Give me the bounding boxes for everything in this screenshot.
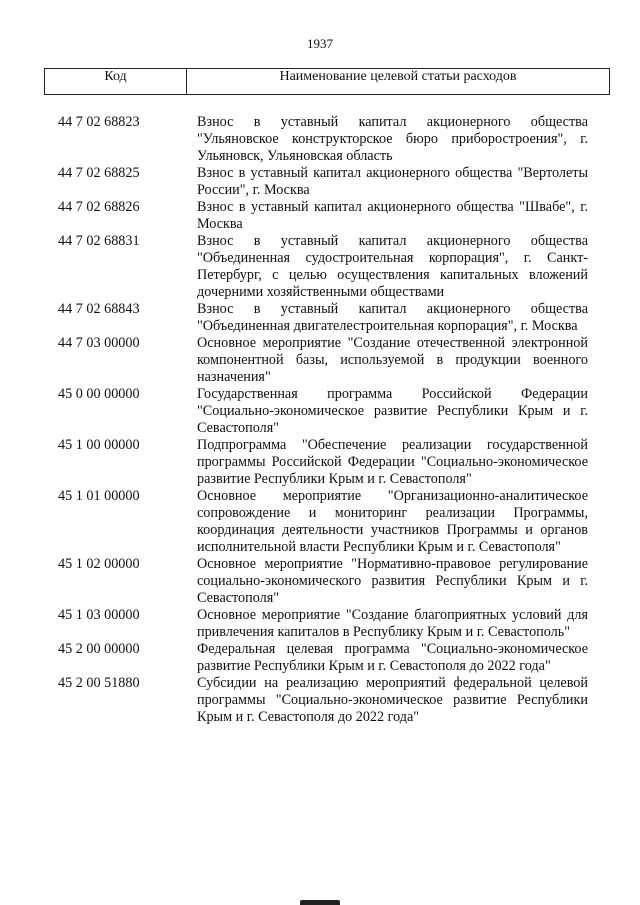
table-row [58, 641, 588, 675]
row-code: 44 7 02 68843 [58, 301, 140, 317]
row-description: Взнос в уставный капитал акционерного общества "Швабе", г. Москва [197, 199, 588, 232]
table-row [58, 335, 588, 386]
row-description: Взнос в уставный капитал акционерного общества "Вертолеты России", г. Москва [197, 165, 588, 198]
row-description: Взнос в уставный капитал акционерного общества "Объединенная двигателестроительная корпорация", г. Москва [197, 301, 588, 334]
row-code: 44 7 02 68826 [58, 199, 140, 215]
row-code: 44 7 02 68831 [58, 233, 140, 249]
table-header [44, 68, 610, 95]
table-row [58, 199, 588, 233]
binding-mark [300, 900, 340, 905]
table-row [58, 556, 588, 607]
row-code: 45 0 00 00000 [58, 386, 140, 402]
row-description: Государственная программа Российской Федерации "Социально-экономическое развитие Республики Крым и г. Севастополя" [197, 386, 588, 436]
row-code: 45 1 02 00000 [58, 556, 140, 572]
row-description: Основное мероприятие "Организационно-аналитическое сопровождение и мониторинг реализации Программы, координация деятельности участников Программы и органов исполнительной власти Республики Крым и г. Севастополя" [197, 488, 588, 555]
row-code: 45 1 00 00000 [58, 437, 140, 453]
row-code: 45 1 01 00000 [58, 488, 140, 504]
row-description: Основное мероприятие "Создание отечественной электронной компонентной базы, используемой в продукции военного назначения" [197, 335, 588, 385]
table-row [58, 165, 588, 199]
row-code: 45 1 03 00000 [58, 607, 140, 623]
row-code: 45 2 00 51880 [58, 675, 140, 691]
row-code: 44 7 02 68823 [58, 114, 140, 130]
table-row [58, 488, 588, 556]
row-description: Основное мероприятие "Создание благоприятных условий для привлечения капиталов в Республику Крым и г. Севастополь" [197, 607, 588, 640]
row-code: 44 7 02 68825 [58, 165, 140, 181]
column-header-code: Код [45, 69, 187, 94]
table-row [58, 114, 588, 165]
row-description: Взнос в уставный капитал акционерного общества "Ульяновское конструкторское бюро приборостроения", г. Ульяновск, Ульяновская область [197, 114, 588, 164]
table-row [58, 301, 588, 335]
table-row [58, 675, 588, 726]
row-description: Основное мероприятие "Нормативно-правовое регулирование социально-экономического развития Республики Крым и г. Севастополя" [197, 556, 588, 606]
page-number: 1937 [307, 36, 333, 51]
row-description: Субсидии на реализацию мероприятий федеральной целевой программы "Социально-экономическое развитие Республики Крым и г. Севастополя до 2022 года" [197, 675, 588, 725]
column-header-name: Наименование целевой статьи расходов [279, 69, 517, 84]
table-row [58, 607, 588, 641]
row-code: 44 7 03 00000 [58, 335, 140, 351]
row-code: 45 2 00 00000 [58, 641, 140, 657]
row-description: Подпрограмма "Обеспечение реализации государственной программы Российской Федерации "Социально-экономическое развитие Республики Крым и г. Севастополя" [197, 437, 588, 487]
table-row [58, 233, 588, 301]
table-row [58, 437, 588, 488]
table-row [58, 386, 588, 437]
row-description: Взнос в уставный капитал акционерного общества "Объединенная судостроительная корпорация", г. Санкт-Петербург, с целью осуществления капитальных вложений дочерними хозяйственными обществами [197, 233, 588, 300]
table-body [58, 114, 588, 726]
row-description: Федеральная целевая программа "Социально-экономическое развитие Республики Крым и г. Севастополя до 2022 года" [197, 641, 588, 674]
